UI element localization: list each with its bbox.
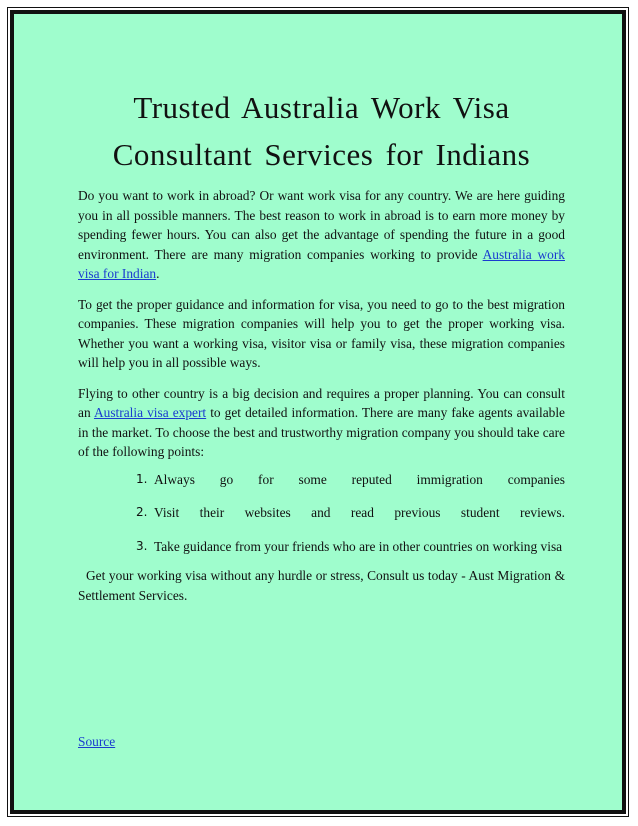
paragraph-guidance: To get the proper guidance and information for visa, you need to go to the best migration companies. These migration companies will help you to get the proper working visa. Whether you want a working visa, visitor visa or family visa, these migration companies will help you in all possible ways. <box>78 296 565 370</box>
paragraph-planning <box>78 384 565 462</box>
list-item <box>78 503 565 523</box>
list-item-text: Visit their websites and read previous student reviews. <box>154 505 565 520</box>
paragraph-intro-end: . <box>156 266 160 281</box>
document-page <box>10 10 626 814</box>
list-item-text: Always go for some reputed immigration companies <box>154 471 565 487</box>
page-title: Trusted Australia Work Visa Consultant Services for Indians <box>112 90 531 172</box>
paragraph-intro-text: Do you want to work in abroad? Or want work visa for any country. We are here guiding you in all possible manners. The best reason to work in abroad is to earn more money by spending fewer hours. You can also get the advantage of spending the future in a good environment. There are many migration companies working to provide <box>78 188 565 262</box>
points-list <box>78 470 565 557</box>
list-item-number: 3. <box>136 538 148 553</box>
paragraph-planning-text: Flying to other country is a big decision and requires a proper planning. You can consult an <box>78 385 565 420</box>
paragraph-closing: Get your working visa without any hurdle or stress, Consult us today - Aust Migration & Settlement Services. <box>78 568 565 603</box>
list-item <box>78 470 565 490</box>
paragraph-planning-end: to get detailed information. There are many fake agents available in the market. To choose the best and trustworthy migration company you should take care of the following points: <box>78 405 565 459</box>
list-item-number: 1. <box>136 471 148 486</box>
paragraph-intro <box>78 186 565 284</box>
list-item-number: 2. <box>136 505 148 519</box>
australia-work-visa-link[interactable]: Australia work visa for Indian <box>78 246 565 281</box>
list-item-text: Take guidance from your friends who are in other countries on working visa <box>154 538 563 554</box>
australia-visa-expert-link[interactable]: Australia visa expert <box>93 405 207 420</box>
document-content <box>78 84 565 749</box>
list-item <box>78 537 565 557</box>
source-link[interactable]: Source <box>78 734 116 749</box>
